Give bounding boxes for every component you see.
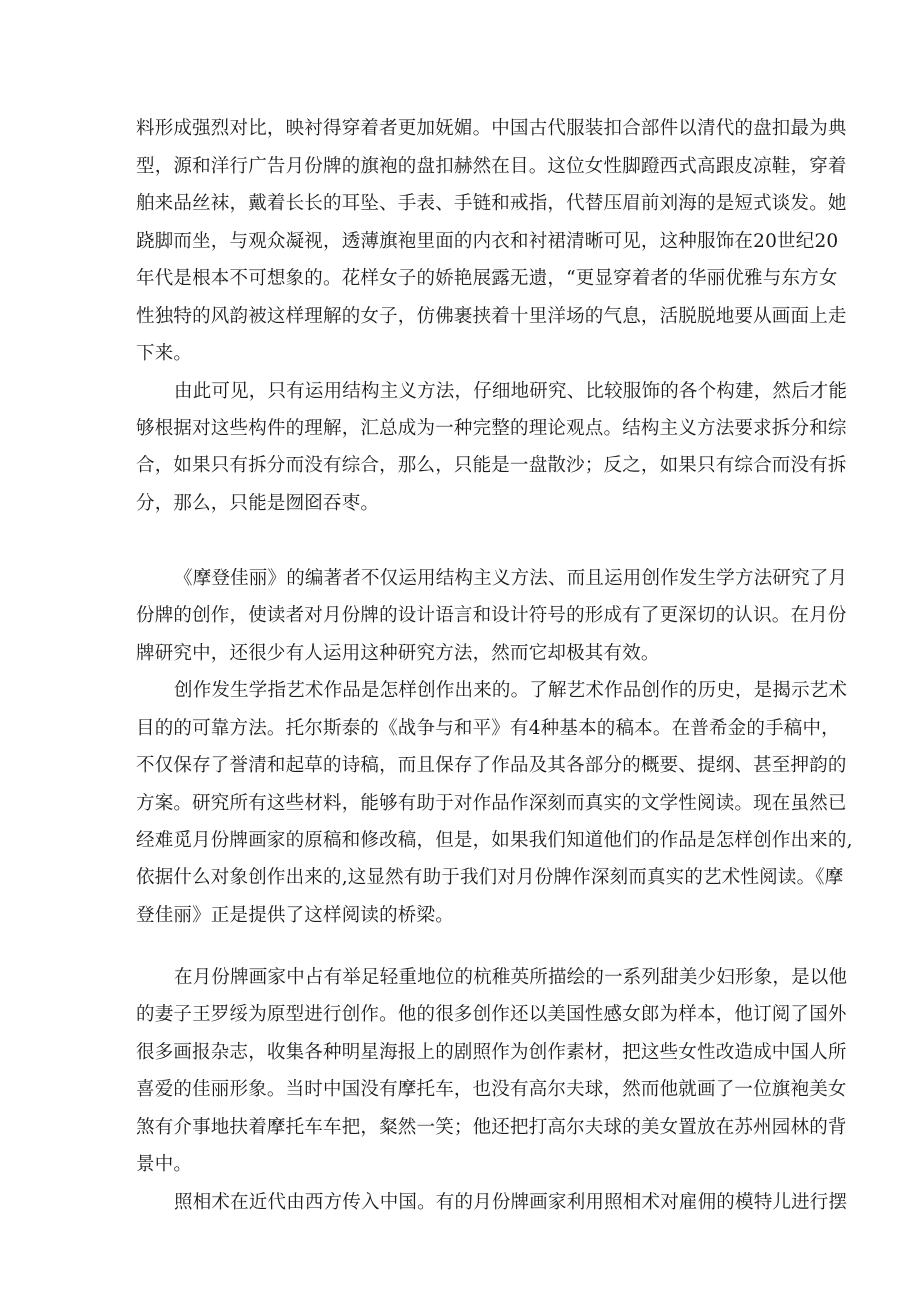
paragraph-5-line-5: 煞有介事地扶着摩托车车把，粲然一笑；他还把打高尔夫球的美女置放在苏州园林的背: [136, 1117, 847, 1138]
paragraph-1-line-3: 舶来品丝袜，戴着长长的耳坠、手表、手链和戒指，代替压眉前刘海的是短式谈发。她: [136, 193, 847, 214]
paragraph-4-line-5: 经难觅月份牌画家的原稿和修改稿，但是，如果我们知道他们的作品是怎样创作出来的,: [136, 830, 853, 851]
paragraph-1-line-6: 性独特的风韵被这样理解的女子，仿佛裹挟着十里洋场的气息，活脱脱地要从画面上走: [136, 306, 847, 327]
paragraph-4-line-7: 登佳丽》正是提供了这样阅读的桥梁。: [136, 905, 454, 926]
paragraph-2-line-1: 由此可见，只有运用结构主义方法，仔细地研究、比较服饰的各个构建，然后才能: [174, 381, 848, 402]
paragraph-4-line-6: 依据什么对象创作出来的,这显然有助于我们对月份牌作深刻而真实的艺术性阅读。《摩: [136, 867, 844, 888]
paragraph-1-line-7: 下来。: [136, 343, 193, 364]
paragraph-1-line-2: 型，源和洋行广告月份牌的旗袍的盘扣赫然在目。这位女性脚蹬西式高跟皮凉鞋，穿着: [136, 156, 847, 177]
paragraph-4-line-1: 创作发生学指艺术作品是怎样创作出来的。了解艺术作品创作的历史，是揭示艺术: [174, 680, 848, 701]
paragraph-3-line-1: 《摩登佳丽》的编著者不仅运用结构主义方法、而且运用创作发生学方法研究了月: [174, 568, 848, 589]
paragraph-1-line-5: 年代是根本不可想象的。花样女子的娇艳展露无遗，“更显穿着者的华丽优雅与东方女: [136, 268, 838, 289]
paragraph-3-line-2: 份牌的创作，使读者对月份牌的设计语言和设计符号的形成有了更深切的认识。在月份: [136, 605, 847, 626]
paragraph-3-line-3: 牌研究中，还很少有人运用这种研究方法，然而它却极其有效。: [136, 643, 660, 664]
paragraph-2-line-3: 合，如果只有拆分而没有综合，那么，只能是一盘散沙；反之，如果只有综合而没有拆: [136, 455, 847, 476]
paragraph-2-line-4: 分，那么，只能是囫囵吞枣。: [136, 493, 380, 514]
paragraph-5-line-6: 景中。: [136, 1154, 193, 1175]
paragraph-4-line-2: 目的的可靠方法。托尔斯泰的《战争与和平》有4种基本的稿本。在普希金的手稿中，: [136, 718, 840, 739]
paragraph-5-line-1: 在月份牌画家中占有举足轻重地位的杭稚英所描绘的一系列甜美少妇形象，是以他: [174, 967, 848, 988]
paragraph-6-line-1: 照相术在近代由西方传入中国。有的月份牌画家利用照相术对雇佣的模特儿进行摆: [174, 1192, 848, 1213]
paragraph-1-line-1: 料形成强烈对比，映衬得穿着者更加妩媚。中国古代服装扣合部件以清代的盘扣最为典: [136, 118, 847, 139]
paragraph-4-line-4: 方案。研究所有这些材料，能够有助于对作品作深刻而真实的文学性阅读。现在虽然已: [136, 793, 847, 814]
paragraph-4-line-3: 不仅保存了誉清和起草的诗稿，而且保存了作品及其各部分的概要、提纲、甚至押韵的: [136, 755, 847, 776]
paragraph-2-line-2: 够根据对这些构件的理解，汇总成为一种完整的理论观点。结构主义方法要求拆分和综: [136, 418, 847, 439]
paragraph-5-line-4: 喜爱的佳丽形象。当时中国没有摩托车，也没有高尔夫球，然而他就画了一位旗袍美女: [136, 1079, 847, 1100]
paragraph-5-line-3: 很多画报杂志，收集各种明星海报上的剧照作为创作素材，把这些女性改造成中国人所: [136, 1042, 847, 1063]
paragraph-5-line-2: 的妻子王罗绥为原型进行创作。他的很多创作还以美国性感女郎为样本，他订阅了国外: [136, 1004, 847, 1025]
paragraph-1-line-4: 跷脚而坐，与观众凝视，透薄旗袍里面的内衣和衬裙清晰可见，这种服饰在20世纪20: [136, 231, 839, 252]
